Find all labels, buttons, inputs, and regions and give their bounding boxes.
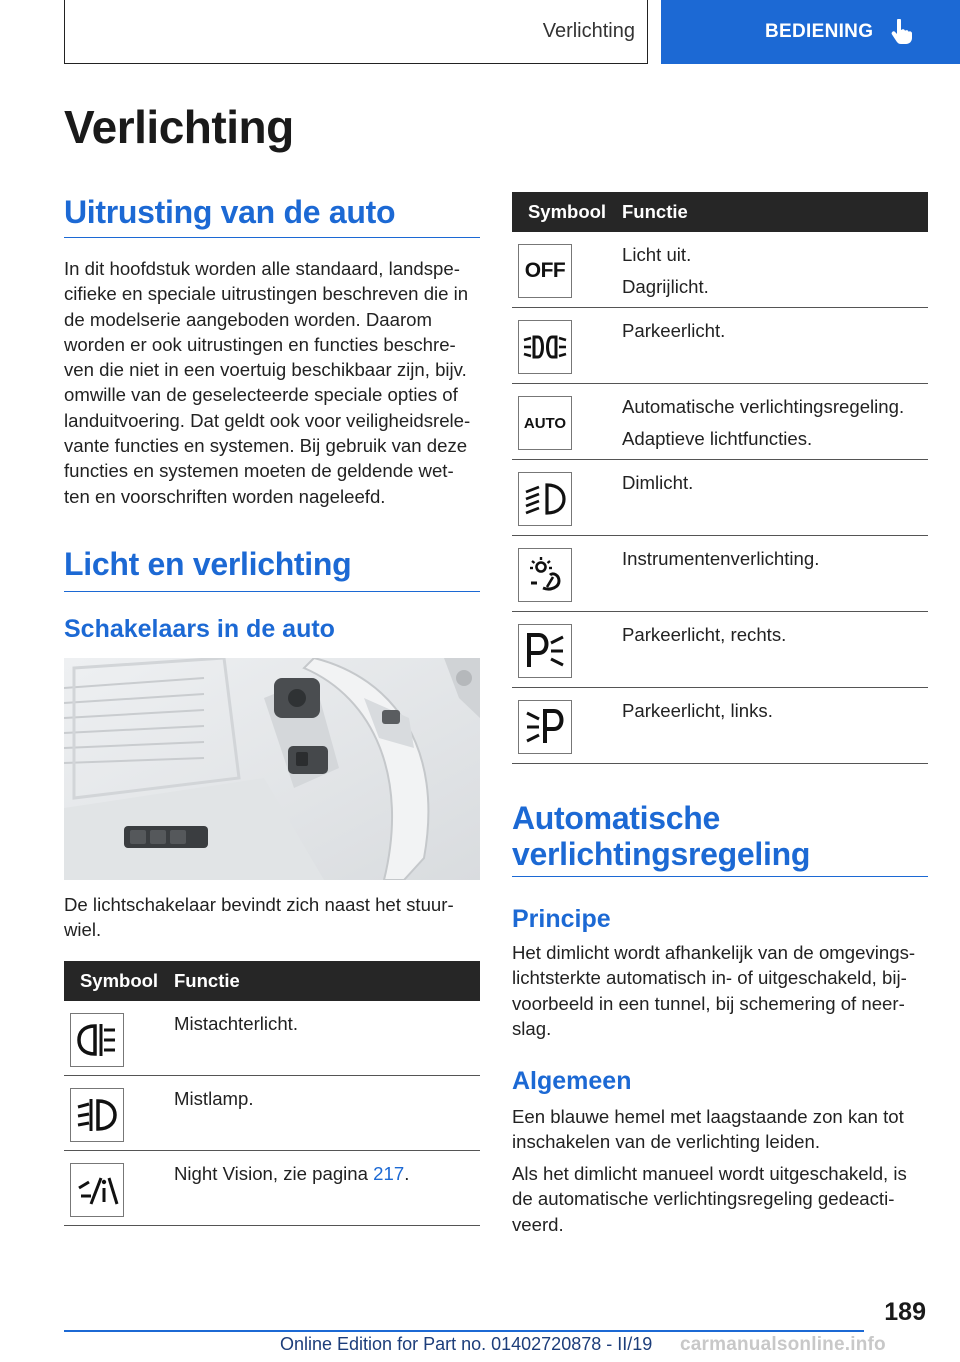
table-row xyxy=(512,688,928,764)
col-function-header: Functie xyxy=(622,201,688,222)
auto-icon xyxy=(518,396,572,450)
text-line: ten en voorschriften worden nageleefd. xyxy=(64,485,386,507)
text-line: De lichtschakelaar bevindt zich naast het stuur- xyxy=(64,894,454,915)
function-text xyxy=(174,1161,409,1186)
function-text-suffix: . xyxy=(404,1163,410,1184)
symbol-text: OFF xyxy=(524,259,566,282)
table-row xyxy=(512,308,928,384)
text-line: wiel. xyxy=(64,919,102,941)
text-line: de automatische verlichtingsregeling gedeacti- xyxy=(512,1188,895,1210)
heading-line: verlichtingsregeling xyxy=(512,836,811,872)
function-text: Dimlicht. xyxy=(622,472,694,493)
front-fog-light-icon xyxy=(70,1088,124,1142)
light-switch-table xyxy=(512,192,928,764)
heading-switches: Schakelaars in de auto xyxy=(64,615,335,643)
low-beam-icon xyxy=(518,472,572,526)
table-row xyxy=(64,1151,480,1226)
text-line: de modelserie aangeboden worden. Daarom xyxy=(64,308,432,330)
page-title: Verlichting xyxy=(64,101,294,153)
function-text: Instrumentenverlichting. xyxy=(622,548,820,569)
switch-caption xyxy=(64,892,484,943)
general-paragraph-2 xyxy=(512,1161,942,1237)
function-text: Adaptieve lichtfuncties. xyxy=(622,428,813,449)
general-paragraph-1 xyxy=(512,1104,942,1155)
function-text: Dagrijlicht. xyxy=(622,276,709,297)
fog-lights-table xyxy=(64,961,480,1226)
text-line: In dit hoofdstuk worden alle standaard, landspe- xyxy=(64,258,460,279)
rear-fog-light-icon xyxy=(70,1013,124,1067)
text-line: slag. xyxy=(512,1017,552,1039)
header-chapter-tab[interactable] xyxy=(661,0,960,64)
pointing-hand-icon xyxy=(891,19,913,45)
text-line: landuitvoering. Dat geldt ook voor veiligheidsrele- xyxy=(64,409,471,431)
text-line: cifieke en speciale uitrustingen beschreven die in xyxy=(64,283,469,305)
header-section-label: Verlichting xyxy=(542,20,635,42)
heading-principle: Principe xyxy=(512,905,611,933)
footer-divider xyxy=(64,1330,864,1332)
col-symbol-header: Symbool xyxy=(79,970,159,991)
heading-equipment: Uitrusting van de auto xyxy=(64,194,480,238)
equipment-paragraph xyxy=(64,256,484,509)
function-text: Parkeerlicht. xyxy=(622,320,726,341)
col-symbol-header: Symbool xyxy=(527,201,607,222)
symbol-text: AUTO xyxy=(523,414,567,432)
function-text: Mistlamp. xyxy=(174,1088,254,1109)
table-row xyxy=(512,536,928,612)
instrument-lighting-icon xyxy=(518,548,572,602)
heading-light: Licht en verlichting xyxy=(64,546,480,592)
text-line: lichtsterkte automatisch in- of uitgeschakeld, bij- xyxy=(512,967,907,989)
function-text: Parkeerlicht, rechts. xyxy=(622,624,787,645)
col-function-header: Functie xyxy=(174,970,240,991)
text-line: ven die niet in een voertuig beschikbaar zijn, bijv. xyxy=(64,359,467,381)
page-number: 189 xyxy=(884,1298,926,1326)
table-row xyxy=(512,612,928,688)
table-row xyxy=(512,460,928,536)
function-text: Parkeerlicht, links. xyxy=(622,700,773,721)
table-row xyxy=(512,384,928,460)
parking-light-left-icon xyxy=(518,700,572,754)
principle-paragraph xyxy=(512,940,942,1041)
page-link-217[interactable]: 217 xyxy=(373,1163,405,1184)
table-row xyxy=(64,1076,480,1151)
function-text: Licht uit. xyxy=(622,244,692,265)
footer-edition: Online Edition for Part no. 01402720878 - II/19 xyxy=(280,1334,653,1354)
function-text: Mistachterlicht. xyxy=(174,1013,298,1034)
parking-light-right-icon xyxy=(518,624,572,678)
off-icon xyxy=(518,244,572,298)
table-row xyxy=(512,232,928,308)
text-line: Het dimlicht wordt afhankelijk van de omgevings- xyxy=(512,942,916,963)
function-text-main: Night Vision, zie pagina xyxy=(174,1163,374,1184)
text-line: worden er ook uitrustingen en functies beschre- xyxy=(64,333,456,355)
text-line: Een blauwe hemel met laagstaande zon kan tot xyxy=(512,1106,904,1127)
text-line: vante functies en systemen. Bij gebruik van deze xyxy=(64,435,468,457)
text-line: functies en systemen moeten de geldende wet- xyxy=(64,460,454,482)
text-line: omwille van de geselecteerde speciale opties of xyxy=(64,384,458,406)
header-section-tab xyxy=(64,0,648,64)
dashboard-light-switch-image xyxy=(64,658,480,880)
function-text: Automatische verlichtingsregeling. xyxy=(622,396,905,417)
table-header xyxy=(64,961,480,1001)
night-vision-icon xyxy=(70,1163,124,1217)
heading-line: Automatische xyxy=(512,800,720,836)
text-line: voorbeeld in een tunnel, bij schemering of neer- xyxy=(512,992,905,1014)
text-line: inschakelen van de verlichting leiden. xyxy=(512,1131,821,1153)
parking-light-icon xyxy=(518,320,572,374)
text-line: veerd. xyxy=(512,1213,564,1235)
table-row xyxy=(64,1001,480,1076)
table-header xyxy=(512,192,928,232)
heading-general: Algemeen xyxy=(512,1067,632,1095)
footer-watermark: carmanualsonline.info xyxy=(680,1334,886,1355)
text-line: Als het dimlicht manueel wordt uitgeschakeld, is xyxy=(512,1163,907,1184)
header-chapter-label: BEDIENING xyxy=(765,21,874,42)
heading-auto-lighting xyxy=(512,800,928,877)
